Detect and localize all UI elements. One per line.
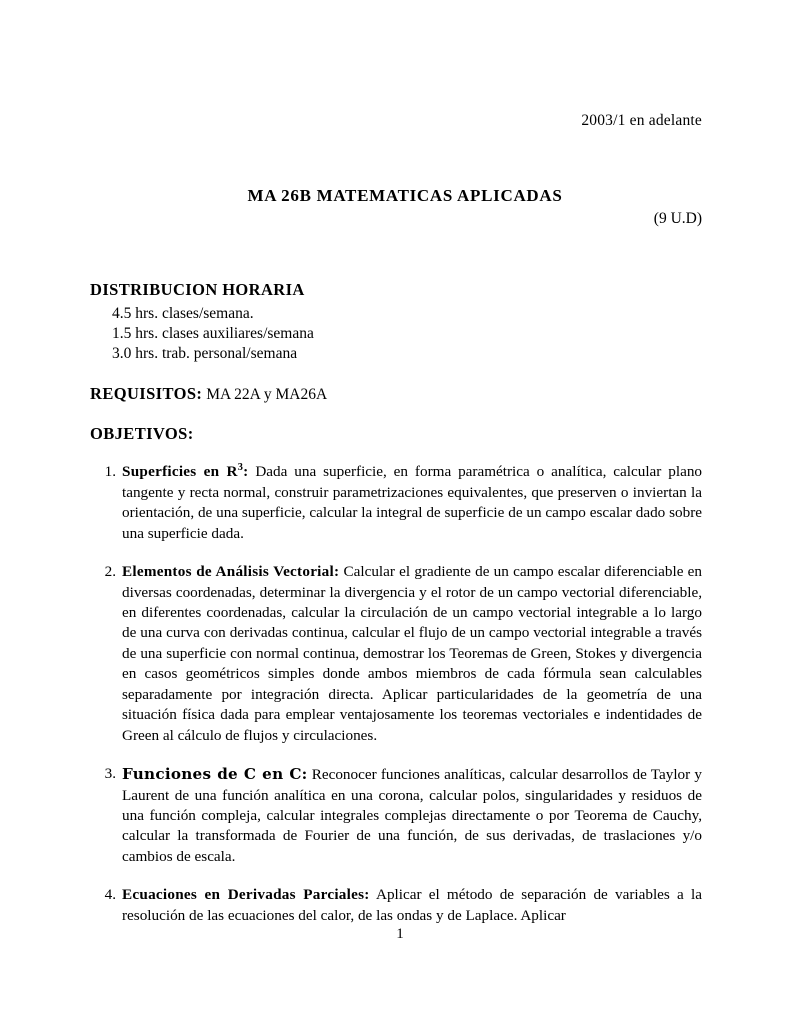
list-item-title-text: Superficies en R [122, 463, 238, 481]
list-item-title: Ecuaciones en Derivadas Parciales: [122, 886, 370, 904]
list-item-body: Calcular el gradiente de un campo escalar diferenciable en diversas coordenadas, determinar la divergencia y el rotor de un campo vectorial diferenciable, en diferentes coordenadas, calcular la circulación de un campo vectorial integrable a lo largo de una curva con derivadas continua, calcular el flujo de un campo vectorial integrable a través de una superficie con normal continua, demostrar los Teoremas de Green, Stokes y divergencia en casos geométricos simples donde ambos miembros de cada fórmula sean calculables separadamente por integración directa. Aplicar particularidades de la geometría de una situación física dada para emplear ventajosamente los teoremas vectoriales e indentidades de Green al cálculo de flujos y circulaciones. [122, 563, 702, 744]
header-note: 2003/1 en adelante [581, 112, 702, 129]
list-item [90, 462, 702, 544]
list-item-title: Funciones de C en C: [122, 765, 308, 784]
list-item-body: Dada una superficie, en forma paramétrica o analítica, calcular plano tangente y recta normal, construir parametrizaciones equivalentes, que preserven o inviertan la orientación, de una superficie, calcular la integral de superficie de un campo escalar dado sobre una superficie dada. [122, 463, 703, 542]
requirements-row [90, 384, 702, 404]
list-item-number: 3. [104, 765, 116, 783]
page-number: 1 [396, 926, 404, 942]
list-item-title-tail: : [243, 463, 249, 481]
requirements-value: MA 22A y MA26A [206, 386, 328, 404]
document-body [90, 280, 702, 944]
list-item-title [122, 463, 248, 480]
page-title: MA 26B MATEMATICAS APLICADAS [247, 186, 563, 205]
objectives-heading: OBJETIVOS: [90, 424, 194, 444]
schedule-heading: DISTRIBUCION HORARIA [90, 280, 305, 299]
requirements-label: REQUISITOS: [90, 384, 203, 404]
schedule-lines [112, 304, 702, 364]
schedule-line: 4.5 hrs. clases/semana. [112, 305, 254, 322]
list-item-number: 1. [104, 463, 116, 481]
objectives-list [90, 462, 702, 926]
list-item-title: Elementos de Análisis Vectorial: [122, 563, 340, 581]
list-item [90, 562, 702, 746]
credits-label: (9 U.D) [653, 210, 702, 227]
list-item-body: Reconocer funciones analíticas, calcular desarrollos de Taylor y Laurent de una función analítica en una corona, calcular polos, singularidades y residuos de una función compleja, calcular integrales complejas directamente o por Teorema de Cauchy, calcular la transformada de Fourier de una función, de sus derivadas, de traslaciones y/o cambios de escala. [122, 766, 703, 865]
list-item-number: 4. [104, 886, 116, 904]
schedule-line: 1.5 hrs. clases auxiliares/semana [112, 325, 314, 343]
list-item-body: Aplicar el método de separación de variables a la resolución de las ecuaciones del calor, de las ondas y de Laplace. Aplicar [122, 886, 702, 924]
list-item-number: 2. [104, 563, 116, 581]
list-item [90, 764, 702, 867]
list-item [90, 885, 702, 926]
list-item-title-superscript: 3 [237, 462, 244, 474]
schedule-line: 3.0 hrs. trab. personal/semana [112, 345, 298, 363]
